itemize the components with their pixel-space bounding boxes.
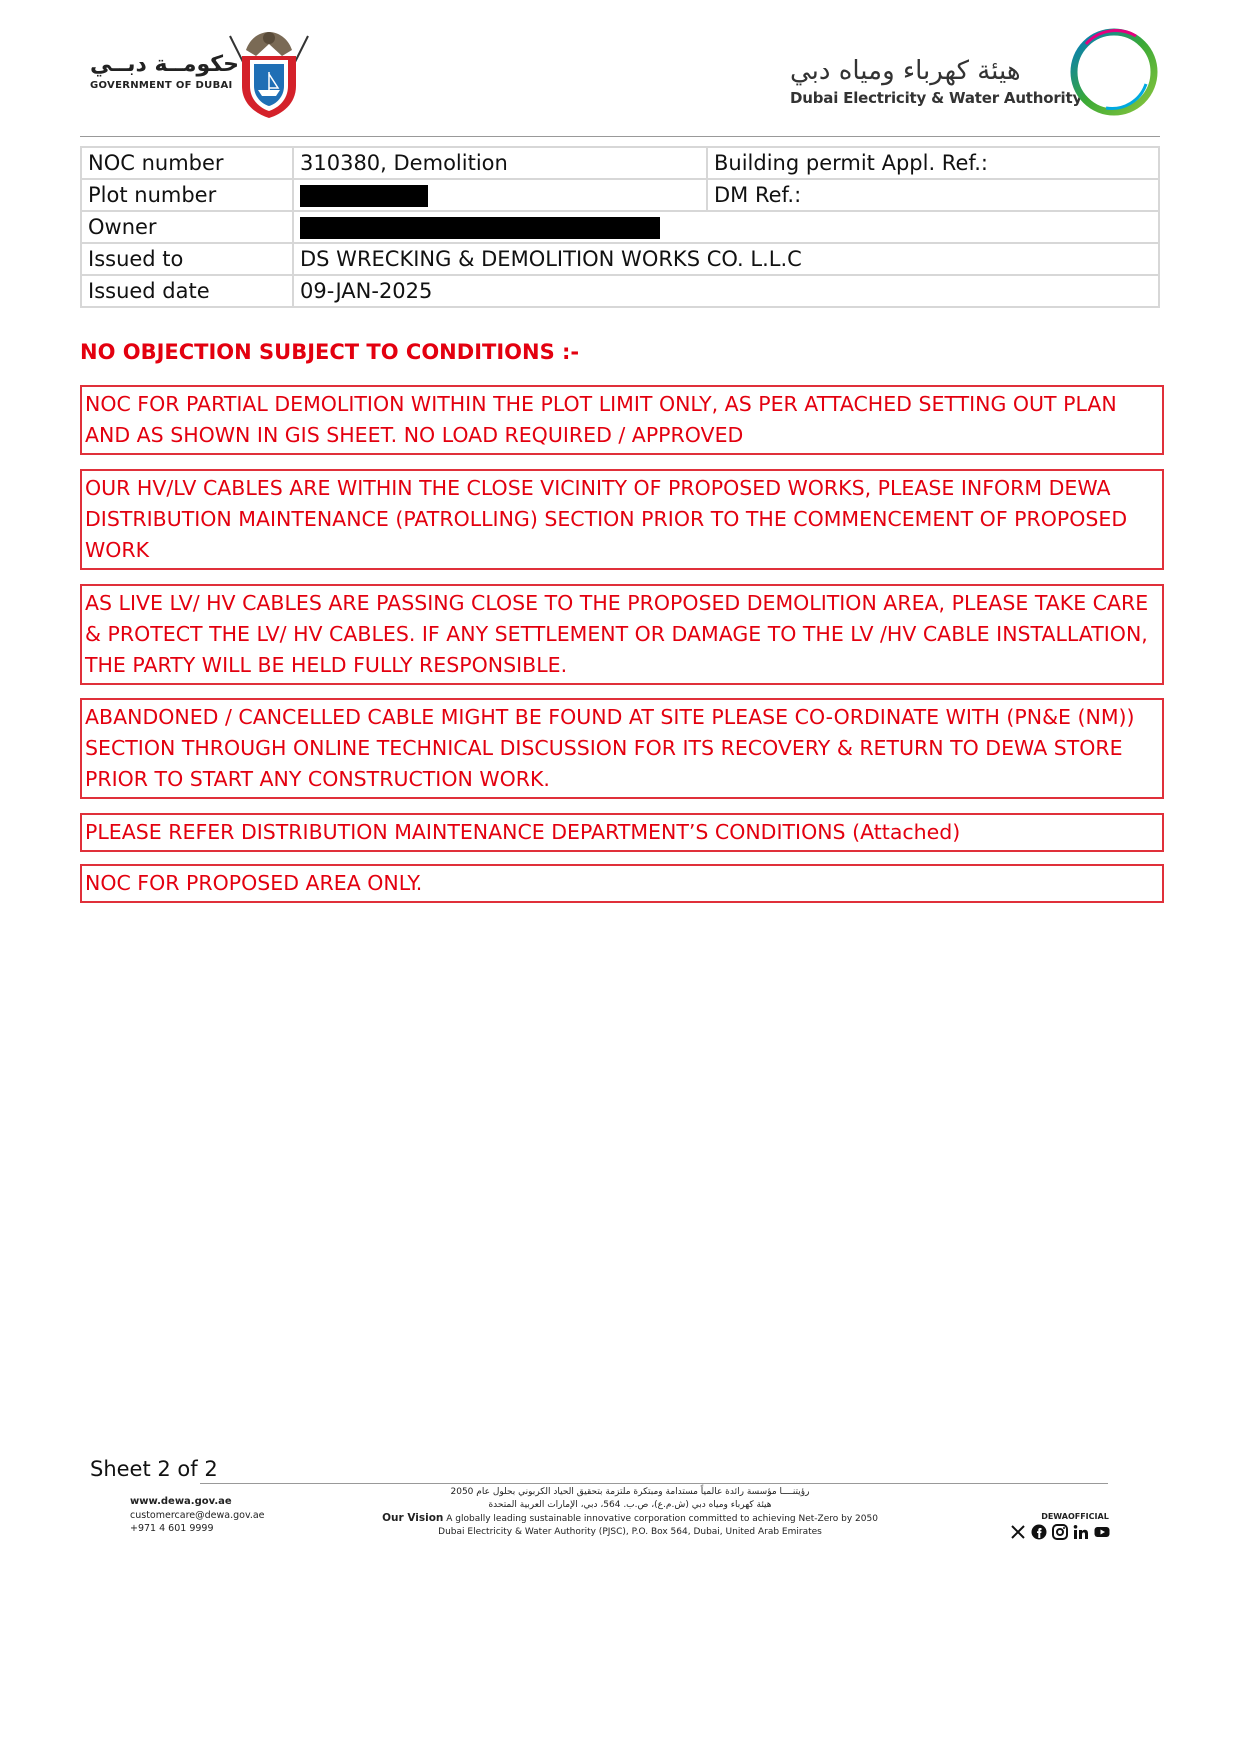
sheet-number: Sheet 2 of 2 (90, 1457, 218, 1481)
social-links (1010, 1524, 1110, 1540)
issued-date-label: Issued date (81, 275, 293, 307)
facebook-icon[interactable] (1031, 1524, 1047, 1540)
gov-name-arabic: حكومــة دبــي (90, 52, 239, 77)
issued-date-value: 09-JAN-2025 (293, 275, 1159, 307)
plot-number-label: Plot number (81, 179, 293, 211)
header-divider (80, 136, 1160, 137)
vision-english: A globally leading sustainable innovative corporation committed to achieving Net-Zero by 2050 (446, 1514, 878, 1524)
table-row (81, 147, 1159, 179)
condition-item: ABANDONED / CANCELLED CABLE MIGHT BE FOUND AT SITE PLEASE CO-ORDINATE WITH (PN&E (NM)) SECTION THROUGH ONLINE TECHNICAL DISCUSSION FOR ITS RECOVERY & RETURN TO DEWA STORE PRIOR TO START ANY CONSTRUCTION WORK. (80, 698, 1164, 799)
plot-number-value (293, 179, 707, 211)
instagram-icon[interactable] (1052, 1524, 1068, 1540)
condition-item: OUR HV/LV CABLES ARE WITHIN THE CLOSE VICINITY OF PROPOSED WORKS, PLEASE INFORM DEWA DISTRIBUTION MAINTENANCE (PATROLLING) SECTION PRIOR TO THE COMMENCEMENT OF PROPOSED WORK (80, 469, 1164, 570)
address-english: Dubai Electricity & Water Authority (PJSC), P.O. Box 564, Dubai, United Arab Emirates (438, 1527, 822, 1537)
dewa-name-arabic: هيئة كهرباء ومياه دبي (790, 56, 1021, 86)
conditions-heading: NO OBJECTION SUBJECT TO CONDITIONS :- (80, 340, 580, 364)
vision-arabic: رؤيتنــــا مؤسسة رائدة عالمياً مستدامة ومبتكرة ملتزمة بتحقيق الحياد الكربوني بحلول عام 2050 (450, 1487, 810, 1497)
building-permit-label: Building permit Appl. Ref.: (707, 147, 1159, 179)
noc-number-value: 310380, Demolition (293, 147, 707, 179)
dewa-name-english: Dubai Electricity & Water Authority (790, 89, 1083, 107)
condition-item: AS LIVE LV/ HV CABLES ARE PASSING CLOSE TO THE PROPOSED DEMOLITION AREA, PLEASE TAKE CARE & PROTECT THE LV/ HV CABLES. IF ANY SETTLEMENT OR DAMAGE TO THE LV /HV CABLE INSTALLATION, THE PARTY WILL BE HELD FULLY RESPONSIBLE. (80, 584, 1164, 685)
redaction-bar (300, 185, 428, 207)
table-row (81, 275, 1159, 307)
issued-to-value: DS WRECKING & DEMOLITION WORKS CO. L.L.C (293, 243, 1159, 275)
address-arabic: هيئة كهرباء ومياه دبي (ش.م.ع)، ص.ب. 564، دبي، الإمارات العربية المتحدة (488, 1500, 772, 1510)
youtube-icon[interactable] (1094, 1524, 1110, 1540)
owner-value (293, 211, 1159, 243)
dm-ref-label: DM Ref.: (707, 179, 1159, 211)
redaction-bar (300, 217, 660, 239)
vision-english-line (370, 1512, 890, 1526)
noc-info-table (80, 146, 1160, 308)
phone-number: +971 4 601 9999 (130, 1523, 214, 1534)
dubai-emblem-icon (220, 26, 318, 122)
condition-item: PLEASE REFER DISTRIBUTION MAINTENANCE DEPARTMENT’S CONDITIONS (Attached) (80, 813, 1164, 852)
owner-label: Owner (81, 211, 293, 243)
footer-divider (200, 1483, 1108, 1484)
linkedin-icon[interactable] (1073, 1524, 1089, 1540)
noc-number-label: NOC number (81, 147, 293, 179)
condition-item: NOC FOR PARTIAL DEMOLITION WITHIN THE PLOT LIMIT ONLY, AS PER ATTACHED SETTING OUT PLAN AND AS SHOWN IN GIS SHEET. NO LOAD REQUIRED / APPROVED (80, 385, 1164, 455)
email-link[interactable]: customercare@dewa.gov.ae (130, 1510, 265, 1521)
dewa-logo-icon (1066, 24, 1162, 120)
website-link[interactable]: www.dewa.gov.ae (130, 1496, 232, 1507)
table-row (81, 211, 1159, 243)
x-twitter-icon[interactable] (1010, 1524, 1026, 1540)
gov-name-english: GOVERNMENT OF DUBAI (90, 80, 233, 91)
issued-to-label: Issued to (81, 243, 293, 275)
table-row (81, 243, 1159, 275)
social-handle: DEWAOFFICIAL (1041, 1512, 1109, 1521)
vision-statement (370, 1486, 890, 1539)
condition-item: NOC FOR PROPOSED AREA ONLY. (80, 864, 1164, 903)
vision-label: Our Vision (382, 1512, 444, 1524)
table-row (81, 179, 1159, 211)
